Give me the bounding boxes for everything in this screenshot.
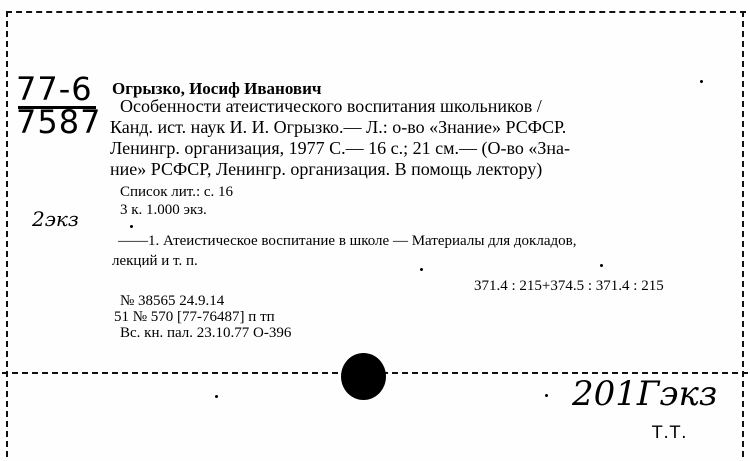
title-line: ние» РСФСР, Ленингр. организация. В помощь лектору)	[110, 159, 543, 179]
author-heading: Огрызко, Иосиф Иванович	[112, 79, 322, 98]
subject-line: лекций и т. п.	[112, 253, 198, 269]
call-number-bottom: 7587	[16, 103, 102, 141]
speck	[130, 225, 133, 228]
call-number-top: 77-6	[16, 70, 93, 108]
speck	[600, 264, 603, 267]
udc-classification: 371.4 : 215+374.5 : 371.4 : 215	[474, 278, 664, 294]
title-line: Ленингр. организация, 1977 С.— 16 с.; 21 см.— (О-во «Зна-	[110, 138, 571, 158]
order-line: № 38565 24.9.14	[120, 293, 225, 309]
bibliography-block	[120, 183, 233, 219]
order-block	[114, 293, 292, 341]
punch-hole	[341, 353, 386, 400]
order-line: Вс. кн. пал. 23.10.77 О-396	[120, 325, 292, 341]
speck	[545, 394, 548, 397]
card-top-edge	[6, 11, 746, 13]
speck	[215, 395, 218, 398]
speck	[700, 80, 703, 83]
copies-handwritten-note: 2экз	[32, 207, 79, 231]
order-line: 51 № 570 [77-76487] п тп	[114, 309, 275, 325]
bibliography-note: Список лит.: с. 16	[120, 184, 234, 200]
initials-note: Т.Т.	[652, 423, 688, 443]
card-left-edge	[6, 11, 8, 457]
bottom-handwritten-note: 201Гэкз	[572, 374, 718, 414]
title-line: Канд. ист. наук И. И. Огрызко.— Л.: о-во «Знание» РСФСР.	[110, 117, 567, 137]
subject-block	[112, 231, 576, 271]
card-right-edge	[742, 11, 744, 457]
price-note: 3 к. 1.000 экз.	[120, 202, 207, 218]
speck	[420, 268, 423, 271]
subject-line: ——1. Атеистическое воспитание в школе — Материалы для докладов,	[118, 233, 577, 249]
title-line: Особенности атеистического воспитания школьников /	[120, 96, 542, 116]
title-block	[110, 96, 570, 180]
